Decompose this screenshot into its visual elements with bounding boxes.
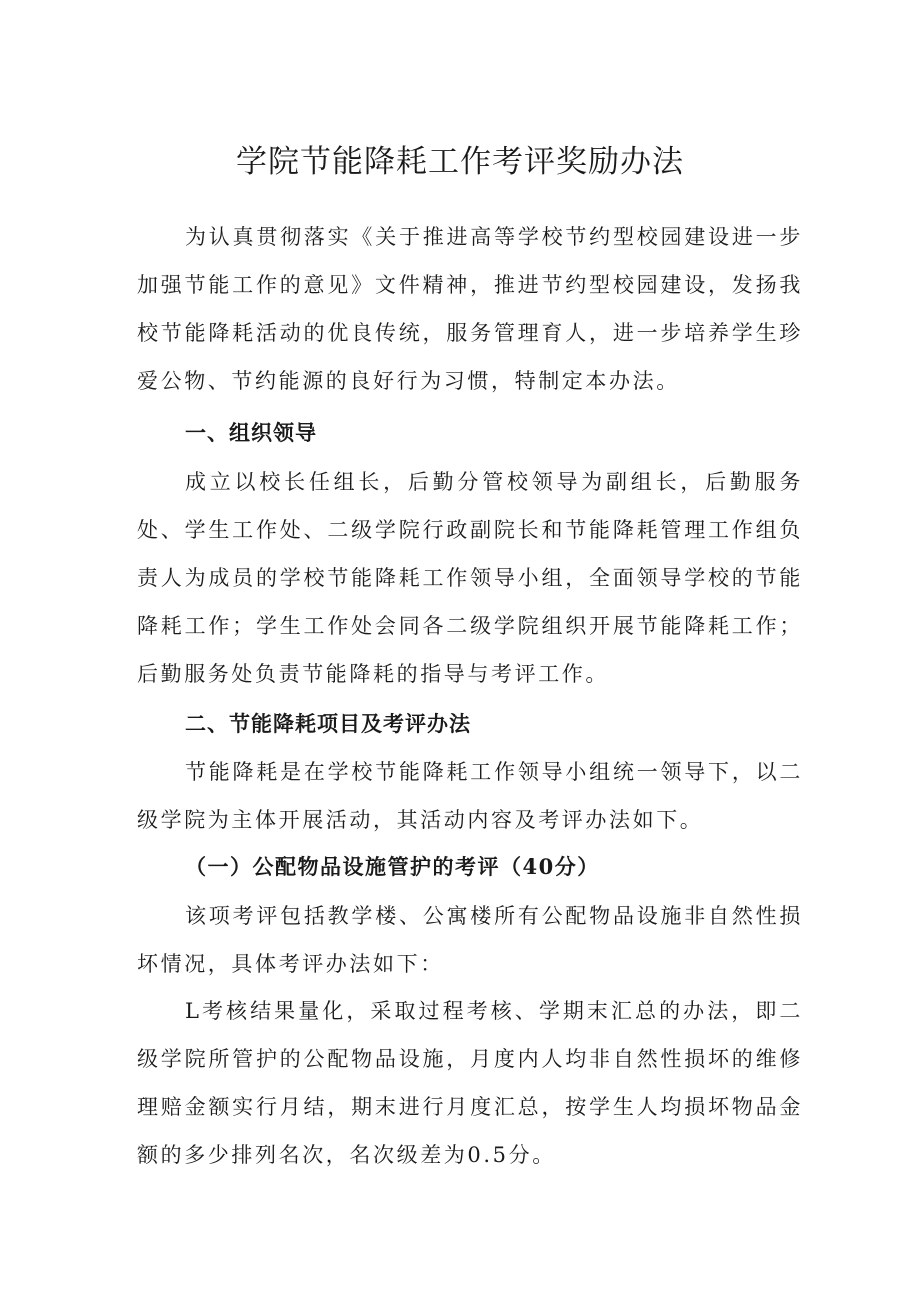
section-2-paragraph: 节能降耗是在学校节能降耗工作领导小组统一领导下，以二级学院为主体开展活动，其活动内容及考评办法如下。 — [137, 760, 803, 832]
subsection-1-paragraph: 该项考评包括教学楼、公寓楼所有公配物品设施非自然性损坏情况，具体考评办法如下： — [137, 904, 803, 976]
section-1-paragraph: 成立以校长任组长，后勤分管校领导为副组长，后勤服务处、学生工作处、二级学院行政副院长和节能降耗管理工作组负责人为成员的学校节能降耗工作领导小组，全面领导学校的节能降耗工作；学生工作处会同各二级学院组织开展节能降耗工作；后勤服务处负责节能降耗的指导与考评工作。 — [137, 470, 803, 686]
intro-paragraph: 为认真贯彻落实《关于推进高等学校节约型校园建设进一步加强节能工作的意见》文件精神，推进节约型校园建设，发扬我校节能降耗活动的优良传统，服务管理育人，进一步培养学生珍爱公物、节约能源的良好行为习惯，特制定本办法。 — [137, 225, 803, 393]
subsection-1-heading: （一）公配物品设施管护的考评（40分） — [185, 854, 600, 879]
section-1-heading: 一、组织领导 — [185, 421, 317, 445]
document-title: 学院节能降耗工作考评奖励办法 — [236, 144, 684, 180]
subsection-1-item-1: L考核结果量化，采取过程考核、学期末汇总的办法，即二级学院所管护的公配物品设施，月度内人均非自然性损坏的维修理赔金额实行月结，期末进行月度汇总，按学生人均损坏物品金额的多少排列名次，名次级差为0.5分。 — [137, 999, 803, 1167]
section-2-heading: 二、节能降耗项目及考评办法 — [185, 712, 471, 736]
